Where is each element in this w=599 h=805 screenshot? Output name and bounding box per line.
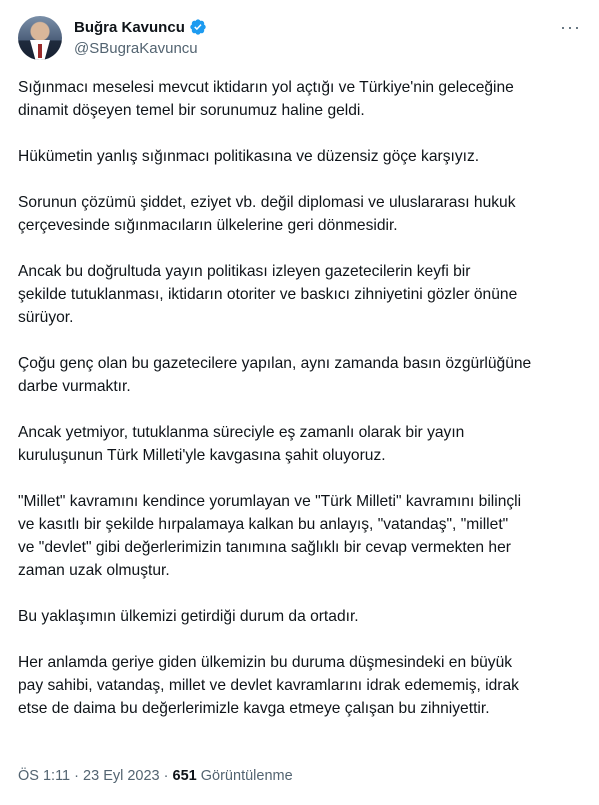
avatar[interactable] — [18, 16, 62, 60]
name-row — [74, 16, 207, 38]
tweet-paragraph: Bu yaklaşımın ülkemizi getirdiği durum da ortadır. — [18, 608, 359, 625]
avatar-tie-shape — [38, 44, 42, 58]
tweet-text — [18, 76, 581, 720]
more-options-button[interactable] — [560, 17, 581, 37]
tweet-paragraph: Sığınmacı meselesi mevcut iktidarın yol açtığı ve Türkiye'nin geleceğine dinamit döşeyen temel bir sorunumuz haline geldi. — [18, 79, 514, 119]
more-horizontal-icon: ··· — [560, 17, 581, 37]
tweet-meta — [18, 768, 293, 784]
tweet-header — [18, 16, 581, 64]
verified-badge-icon — [189, 18, 207, 36]
meta-separator: · — [163, 768, 169, 784]
views-label: Görüntülenme — [200, 768, 293, 784]
tweet-paragraph: Ancak yetmiyor, tutuklanma süreciyle eş zamanlı olarak bir yayın kuruluşunun Türk Milleti'yle kavgasına şahit oluyoruz. — [18, 424, 465, 464]
tweet-paragraph: Her anlamda geriye giden ülkemizin bu duruma düşmesindeki en büyük pay sahibi, vatandaş, millet ve devlet kavramlarını idrak edememiş, idrak etse de daima bu değerlerimizle kavga etmeye çalışan bu zihniyettir. — [18, 654, 519, 717]
tweet-paragraph: "Millet" kavramını kendince yorumlayan ve "Türk Milleti" kavramını bilinçli ve kasıtlı bir şekilde hırpalamaya kalkan bu anlayış, "vatandaş", "millet" ve "devlet" gibi değerlerimizin tanımına sağlıklı bir cevap vermekten her zaman uzak olmuştur. — [18, 493, 522, 579]
tweet-paragraph: Hükümetin yanlış sığınmacı politikasına ve düzensiz göçe karşıyız. — [18, 148, 480, 165]
author-display-name[interactable]: Buğra Kavuncu — [74, 18, 185, 36]
tweet-time[interactable]: ÖS 1:11 — [18, 768, 71, 784]
author-handle[interactable]: @SBugraKavuncu — [74, 40, 198, 57]
tweet-paragraph: Ancak bu doğrultuda yayın politikası izleyen gazetecilerin keyfi bir şekilde tutuklanması, iktidarın otoriter ve baskıcı zihniyetini gözler önüne sürüyor. — [18, 263, 518, 326]
meta-separator: · — [74, 768, 79, 784]
author-info — [74, 16, 207, 57]
tweet-paragraph: Sorunun çözümü şiddet, eziyet vb. değil diplomasi ve uluslararası hukuk çerçevesinde sığınmacıların ülkelerine geri dönmesidir. — [18, 194, 516, 234]
views-count: 651 — [172, 768, 197, 784]
tweet-date[interactable]: 23 Eyl 2023 — [83, 768, 160, 784]
tweet-paragraph: Çoğu genç olan bu gazetecilere yapılan, aynı zamanda basın özgürlüğüne darbe vurmaktır. — [18, 355, 532, 395]
